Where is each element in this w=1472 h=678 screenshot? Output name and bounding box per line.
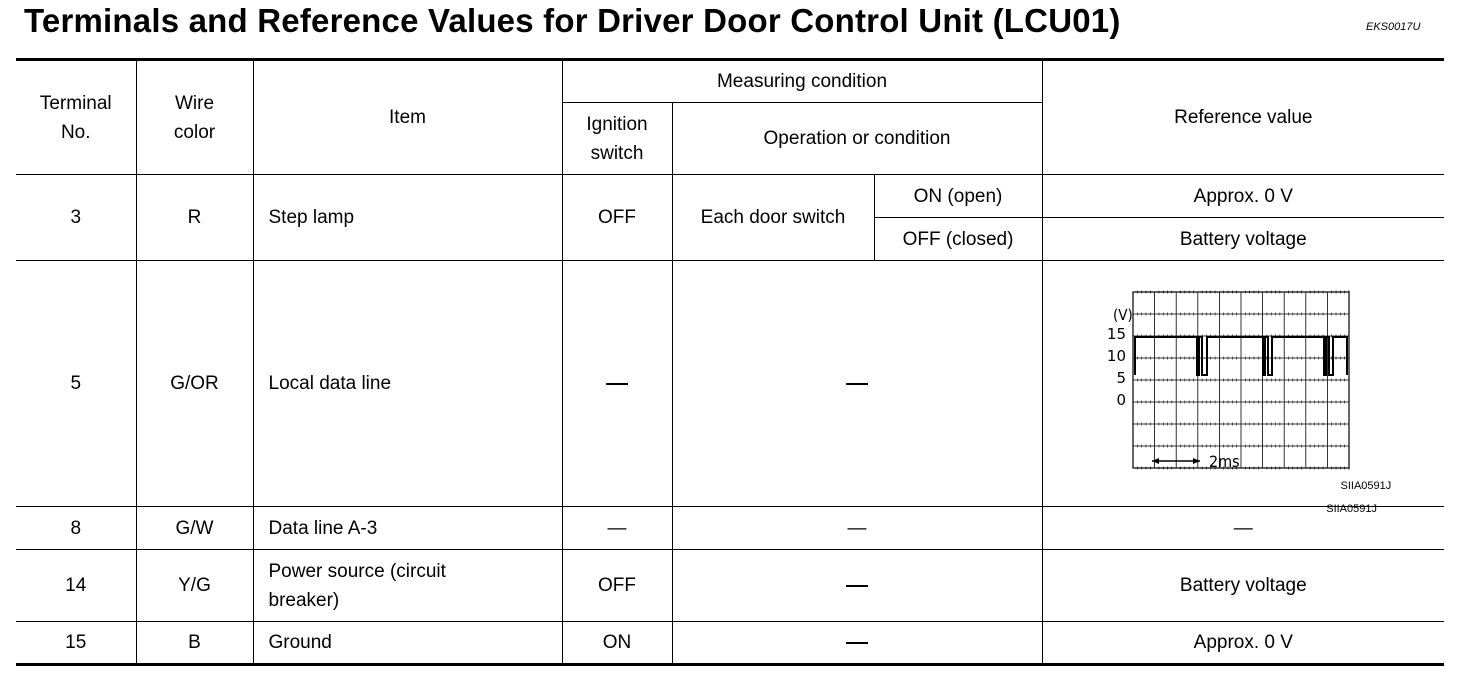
wire-color-cell: B	[136, 622, 253, 665]
ignition-cell: ON	[562, 622, 672, 665]
reference-value-cell: Battery voltage	[1042, 218, 1444, 261]
y-tick-label: 15	[1107, 325, 1127, 343]
item-cell: Data line A-3	[253, 507, 562, 550]
figure-id-label: SIIA0591J	[1340, 480, 1392, 492]
document-id: EKS0017U	[1366, 21, 1421, 33]
waveform-cell	[1042, 261, 1444, 515]
reference-value-cell: —	[1042, 507, 1444, 550]
condition-cell: OFF (closed)	[874, 218, 1042, 261]
header-terminal-no: Terminal No.	[16, 60, 136, 175]
item-cell: Local data line	[253, 261, 562, 507]
terminal-cell: 14	[16, 550, 136, 622]
terminal-cell: 15	[16, 622, 136, 665]
dash-mark	[846, 383, 868, 385]
header-wire-color: Wire color	[136, 60, 253, 175]
terminal-reference-table	[16, 58, 1444, 666]
table-row	[16, 507, 1444, 550]
item-cell: Step lamp	[253, 175, 562, 261]
header-ignition-switch: Ignition switch	[562, 103, 672, 175]
wire-color-cell: R	[136, 175, 253, 261]
oscilloscope-waveform	[1093, 276, 1393, 515]
operation-cell	[672, 622, 1042, 665]
wire-color-cell: G/W	[136, 507, 253, 550]
reference-value-cell: Approx. 0 V	[1042, 175, 1444, 218]
ignition-cell: OFF	[562, 175, 672, 261]
terminal-cell: 8	[16, 507, 136, 550]
terminal-cell: 3	[16, 175, 136, 261]
dash-mark	[606, 383, 628, 385]
operation-cell: —	[672, 507, 1042, 550]
scope-grid	[1133, 291, 1349, 470]
table-row	[16, 261, 1444, 507]
reference-value-cell: Approx. 0 V	[1042, 622, 1444, 665]
operation-cell	[672, 550, 1042, 622]
figure-id: SIIA0591J	[1326, 503, 1378, 515]
header-reference-value: Reference value	[1042, 60, 1444, 175]
table-row	[16, 175, 1444, 218]
dash-mark	[846, 585, 868, 587]
header-measuring-condition: Measuring condition	[562, 60, 1042, 103]
header-item: Item	[253, 60, 562, 175]
ignition-cell: —	[562, 507, 672, 550]
y-tick-label: 10	[1107, 347, 1127, 365]
dash-mark	[846, 642, 868, 644]
item-cell: Power source (circuit breaker)	[253, 550, 562, 622]
page-title: Terminals and Reference Values for Driver Door Control Unit (LCU01)	[24, 2, 1121, 39]
waveform-figure	[1093, 276, 1393, 515]
y-tick-label: 5	[1116, 369, 1127, 387]
operation-cell	[672, 261, 1042, 507]
header-operation-or-condition: Operation or condition	[672, 103, 1042, 175]
condition-cell: ON (open)	[874, 175, 1042, 218]
y-tick-label: 0	[1116, 391, 1127, 409]
wire-color-cell: Y/G	[136, 550, 253, 622]
ignition-cell: OFF	[562, 550, 672, 622]
wire-color-cell: G/OR	[136, 261, 253, 507]
operation-cell: Each door switch	[672, 175, 874, 261]
terminal-cell: 5	[16, 261, 136, 507]
reference-value-cell: Battery voltage	[1042, 550, 1444, 622]
item-cell: Ground	[253, 622, 562, 665]
y-unit-label: (V)	[1113, 306, 1134, 324]
time-scale-label: 2ms	[1209, 452, 1240, 471]
ignition-cell	[562, 261, 672, 507]
table-row	[16, 622, 1444, 665]
table-row	[16, 550, 1444, 622]
